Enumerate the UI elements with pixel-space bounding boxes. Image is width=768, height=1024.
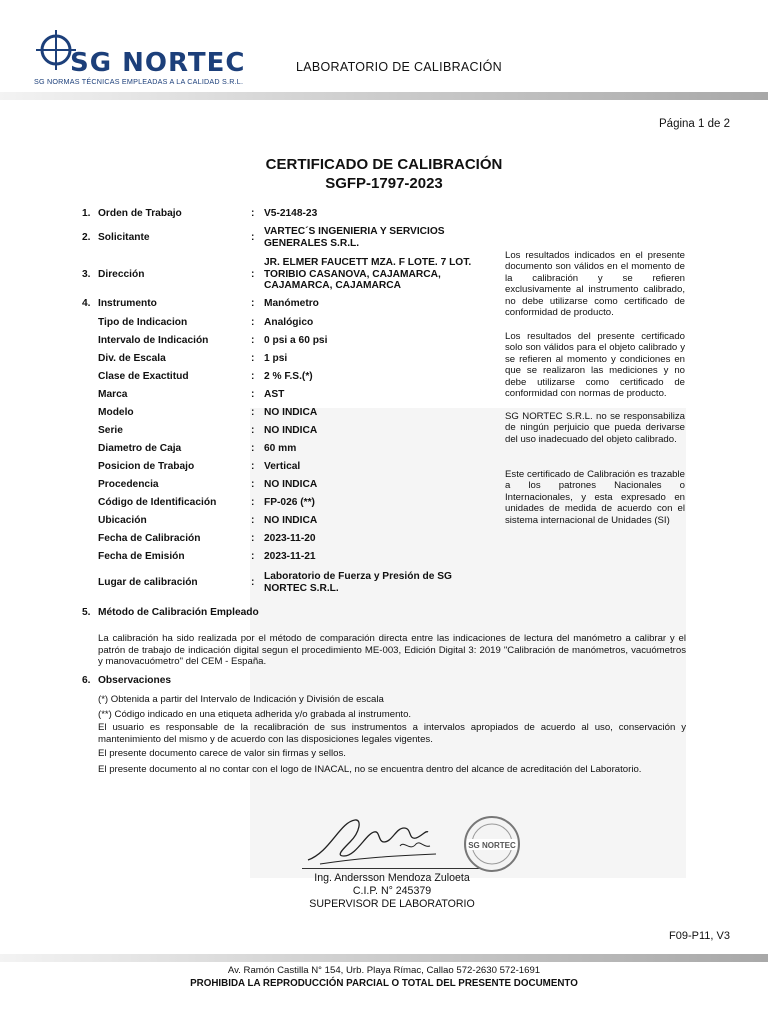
field-colon: : [251, 269, 255, 280]
field-label: Modelo [98, 407, 134, 418]
field-label: Fecha de Emisión [98, 551, 185, 562]
field-value: 0 psi a 60 psi [264, 335, 328, 346]
field-value: FP-026 (**) [264, 497, 315, 508]
section-title: Método de Calibración Empleado [98, 607, 259, 618]
field-colon: : [251, 443, 255, 454]
observation-line: (*) Obtenida a partir del Intervalo de Indicación y División de escala [98, 694, 384, 705]
field-value: AST [264, 389, 285, 400]
field-colon: : [251, 479, 255, 490]
field-value: 1 psi [264, 353, 288, 364]
lab-title: LABORATORIO DE CALIBRACIÓN [296, 60, 502, 74]
field-colon: : [251, 232, 255, 243]
field-number: 3. [82, 269, 91, 280]
field-colon: : [251, 371, 255, 382]
stamp-text: SG NORTEC [468, 841, 516, 850]
side-note: Los resultados indicados en el presente documento son válidos en el momento de la calibración y se refieren exclusivamente al instrumento calibrado, no debe utilizarse como certificado de conformidad de producto. [505, 250, 685, 319]
field-colon: : [251, 551, 255, 562]
field-label: Procedencia [98, 479, 159, 490]
field-colon: : [251, 425, 255, 436]
handwritten-signature [300, 812, 440, 870]
footer-band [0, 954, 768, 962]
field-label: Lugar de calibración [98, 577, 198, 588]
field-value: Manómetro [264, 298, 319, 309]
field-value: V5-2148-23 [264, 208, 318, 219]
method-paragraph: La calibración ha sido realizada por el método de comparación directa entre las indicaciones de lectura del manómetro a calibrar y el patrón de trabajo de indicación digital segun el procedimiento ME-003, Edición Digital 3: 2019 "Calibración de manómetros, vacuómetros y manovacuómetro" del CEM - España. [98, 633, 686, 668]
field-label: Diametro de Caja [98, 443, 182, 454]
observation-line: (**) Código indicado en una etiqueta adherida y/o grabada al instrumento. [98, 709, 412, 720]
field-value: 2023-11-20 [264, 533, 316, 544]
signer-cip: C.I.P. N° 245379 [352, 885, 432, 897]
observation-line: El usuario es responsable de la recalibración de sus instrumentos a intervalos apropiados de acuerdo al uso, conservación y mantenimiento del mismo y de acuerdo con las disposiciones legales vigentes. [98, 722, 686, 745]
field-colon: : [251, 208, 255, 219]
field-colon: : [251, 533, 255, 544]
field-label: Orden de Trabajo [98, 208, 182, 219]
field-label: Solicitante [98, 232, 150, 243]
field-value: JR. ELMER FAUCETT MZA. F LOTE. 7 LOT. TORIBIO CASANOVA, CAJAMARCA, CAJAMARCA, CAJAMARCA [264, 257, 472, 291]
field-number: 4. [82, 298, 91, 309]
observation-line: El presente documento carece de valor sin firmas y sellos. [98, 748, 346, 759]
field-label: Instrumento [98, 298, 157, 309]
footer-address: Av. Ramón Castilla N° 154, Urb. Playa Rímac, Callao 572-2630 572-1691 [227, 965, 541, 976]
field-colon: : [251, 335, 255, 346]
footer-prohibition: PROHIBIDA LA REPRODUCCIÓN PARCIAL O TOTAL DEL PRESENTE DOCUMENTO [190, 978, 578, 989]
document-header [0, 0, 768, 100]
field-label: Fecha de Calibración [98, 533, 201, 544]
section-title: Observaciones [98, 675, 172, 686]
field-colon: : [251, 515, 255, 526]
field-colon: : [251, 461, 255, 472]
signer-name: Ing. Andersson Mendoza Zuloeta [314, 872, 470, 884]
field-value: 2 % F.S.(*) [264, 371, 313, 382]
field-colon: : [251, 298, 255, 309]
field-value: 60 mm [264, 443, 297, 454]
field-value: Analógico [264, 317, 314, 328]
field-value: NO INDICA [264, 479, 318, 490]
section-number: 5. [82, 607, 91, 618]
field-label: Código de Identificación [98, 497, 217, 508]
field-value: Vertical [264, 461, 301, 472]
field-number: 1. [82, 208, 91, 219]
company-seal-icon [462, 814, 522, 874]
certificate-number: SGFP-1797-2023 [325, 175, 443, 192]
observation-line: El presente documento al no contar con el logo de INACAL, no se encuentra dentro del alcance de acreditación del Laboratorio. [98, 764, 642, 775]
page-number: Página 1 de 2 [659, 118, 730, 130]
field-number: 2. [82, 232, 91, 243]
field-colon: : [251, 389, 255, 400]
field-colon: : [251, 497, 255, 508]
field-value: VARTEC´S INGENIERIA Y SERVICIOS GENERALES S.R.L. [264, 226, 445, 249]
field-colon: : [251, 353, 255, 364]
certificate-title: CERTIFICADO DE CALIBRACIÓN [265, 156, 503, 173]
logo-text: SG NORTEC [70, 48, 246, 78]
field-colon: : [251, 407, 255, 418]
field-label: Clase de Exactitud [98, 371, 189, 382]
logo-tagline: SG NORMAS TÉCNICAS EMPLEADAS A LA CALIDAD S.R.L. [34, 77, 244, 86]
signer-role: SUPERVISOR DE LABORATORIO [309, 898, 475, 910]
field-value: NO INDICA [264, 515, 318, 526]
field-value: 2023-11-21 [264, 551, 316, 562]
field-value: Laboratorio de Fuerza y Presión de SG NORTEC S.R.L. [264, 571, 452, 594]
field-label: Ubicación [98, 515, 147, 526]
field-label: Serie [98, 425, 123, 436]
form-code: F09-P11, V3 [669, 930, 730, 942]
side-note: SG NORTEC S.R.L. no se responsabiliza de ningún perjuicio que pueda derivarse del uso inadecuado del objeto calibrado. [505, 411, 685, 445]
field-value: NO INDICA [264, 407, 318, 418]
field-colon: : [251, 317, 255, 328]
field-label: Marca [98, 389, 128, 400]
field-label: Tipo de Indicacion [98, 317, 188, 328]
side-note: Los resultados del presente certificado solo son válidos para el objeto calibrado y se refieren al momento y condiciones en que se realizaron las mediciones y no debe utilizarse como certificado de conformidad con normas de producto. [505, 331, 685, 400]
company-logo [34, 28, 264, 88]
field-colon: : [251, 577, 255, 588]
field-label: Posicion de Trabajo [98, 461, 195, 472]
field-label: Dirección [98, 269, 145, 280]
side-note: Este certificado de Calibración es trazable a los patrones Nacionales o Internacionales, y esta expresado en unidades de medida de acuerdo con el sistema internacional de Unidades (SI) [505, 469, 685, 526]
section-number: 6. [82, 675, 91, 686]
field-label: Intervalo de Indicación [98, 335, 209, 346]
field-label: Div. de Escala [98, 353, 166, 364]
header-band [0, 92, 768, 100]
field-value: NO INDICA [264, 425, 318, 436]
signature-line [302, 868, 480, 869]
